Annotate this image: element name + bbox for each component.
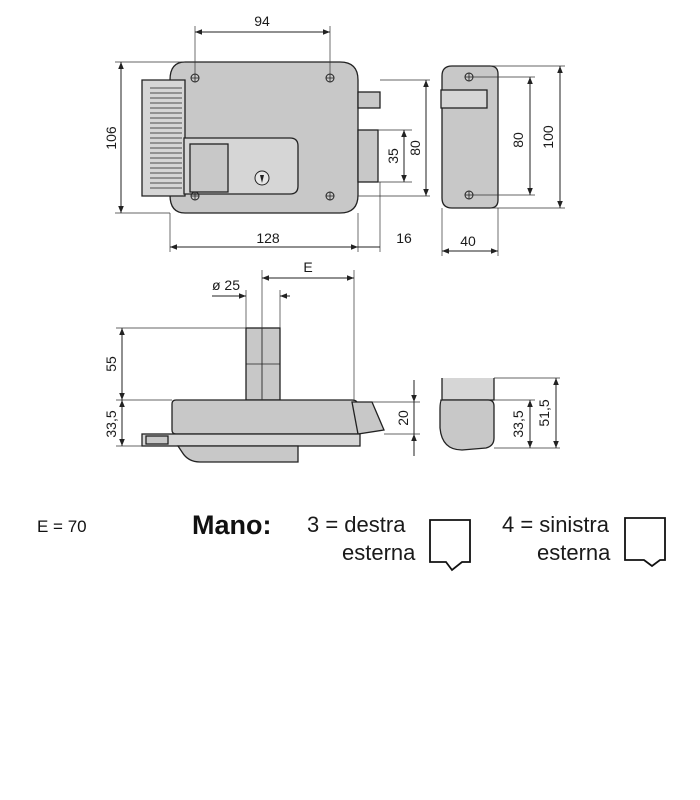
- lock-bottom-side-view: [440, 378, 494, 450]
- option3-line1: 3 = destra: [307, 512, 406, 537]
- dim-16: 16: [396, 230, 412, 246]
- lock-side-view: [441, 66, 498, 208]
- dim-106: 106: [103, 126, 119, 150]
- option4-line1: 4 = sinistra: [502, 512, 609, 537]
- dim-55: 55: [103, 356, 119, 372]
- dim-33-5: 33,5: [103, 410, 119, 438]
- dim-35: 35: [385, 148, 401, 164]
- dim-diameter: ø 25: [211, 277, 241, 293]
- lock-front-view: [142, 62, 380, 213]
- e-value: E = 70: [37, 517, 87, 536]
- dim-128: 128: [256, 230, 280, 246]
- option3-line2: esterna: [342, 540, 416, 565]
- mano-label: Mano:: [192, 510, 272, 540]
- dim-100: 100: [540, 125, 556, 149]
- dim-e: E: [303, 259, 313, 275]
- dim-94: 94: [254, 13, 270, 29]
- dim-40: 40: [460, 233, 476, 249]
- dim-20: 20: [395, 410, 411, 426]
- dim-33-5-side: 33,5: [510, 410, 526, 438]
- bottom-side-dimensions: [494, 378, 560, 448]
- option4-line2: esterna: [537, 540, 611, 565]
- hand-right-icon: [430, 520, 470, 570]
- dim-51-5: 51,5: [536, 399, 552, 427]
- hand-left-icon: [625, 518, 665, 566]
- lock-bottom-view: [142, 328, 384, 462]
- legend: [37, 510, 665, 570]
- dim-80-body: 80: [407, 140, 423, 156]
- grip-plate: [142, 80, 185, 196]
- dim-80-side: 80: [510, 132, 526, 148]
